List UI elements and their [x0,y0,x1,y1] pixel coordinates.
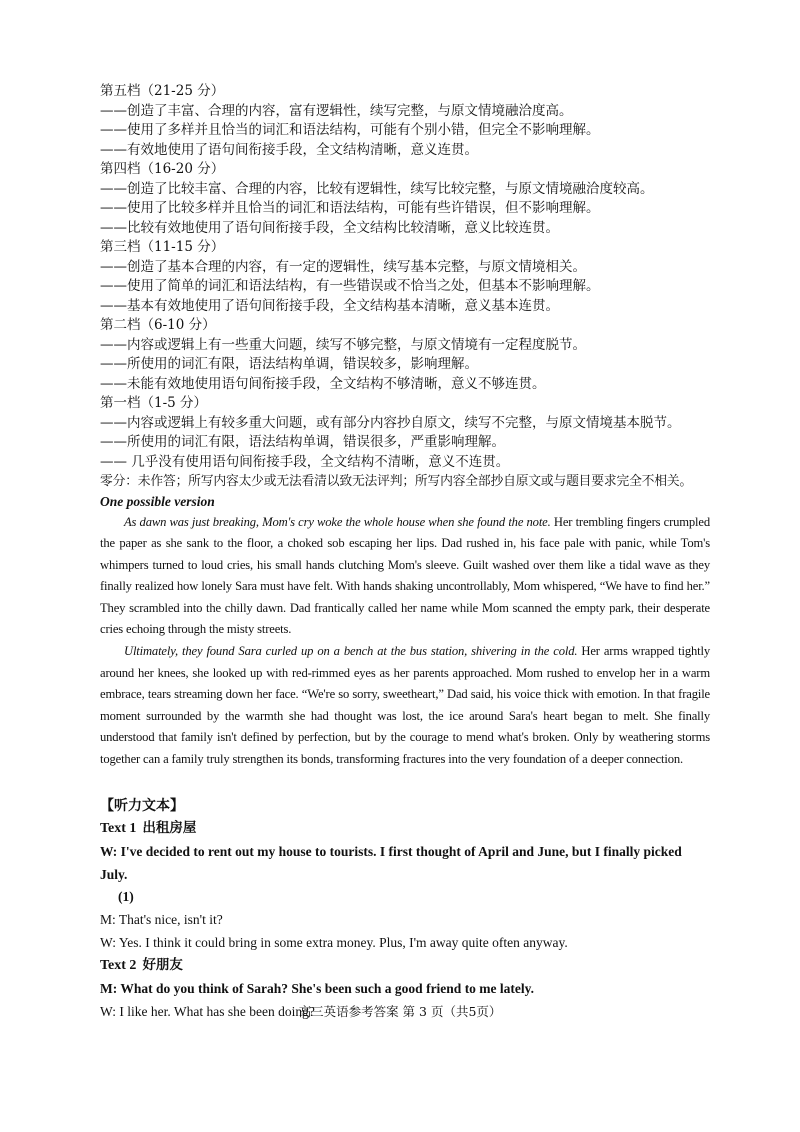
answer-page [100,82,710,1023]
text1-title [100,817,710,840]
text-topic: 好朋友 [142,956,183,973]
sample-paragraph-2 [100,641,710,771]
criterion: ——所使用的词汇有限，语法结构单调，错误较多，影响理解。 [100,356,478,372]
criterion: ——使用了多样并且恰当的词汇和语法结构，可能有个别小错，但完全不影响理解。 [100,122,600,138]
criterion: —— 几乎没有使用语句间衔接手段，全文结构不清晰，意义不连贯。 [100,453,510,470]
criterion: ——创造了基本合理的内容，有一定的逻辑性，续写基本完整，与原文情境相关。 [100,258,586,275]
criterion: ——内容或逻辑上有较多重大问题，或有部分内容抄自原文，续写不完整，与原文情境基本脱节。 [100,414,681,431]
grade-title: 第四档（16-20 分） [100,161,225,177]
dialogue-line: W: I like her. What has she been doing? [100,1003,315,1019]
grade-1 [100,394,710,472]
grade-title: 第一档（1-5 分） [100,395,208,411]
text-topic: 出租房屋 [142,819,197,836]
listening-title: 【听力文本】 [100,797,184,814]
dialogue-line: M: What do you think of Sarah? She's been such a good friend to me lately. [100,980,535,996]
criterion: ——使用了简单的词汇和语法结构，有一些错误或不恰当之处，但基本不影响理解。 [100,278,600,294]
page-footer: 高三英语参考答案 第 3 页（共5页） [298,1004,502,1019]
text2-title [100,954,710,977]
criterion: ——创造了比较丰富、合理的内容，比较有逻辑性，续写比较完整，与原文情境融洽度较高。 [100,180,654,197]
dialogue-line: M: That's nice, isn't it? [100,911,223,927]
text-label: Text 1 [100,820,137,836]
grade-title: 第五档（21-25 分） [100,83,225,99]
grade-title: 第二档（6-10 分） [100,317,216,333]
text-label: Text 2 [100,957,137,973]
criterion: ——未能有效地使用语句间衔接手段，全文结构不够清晰，意义不够连贯。 [100,375,546,392]
criterion: ——内容或逻辑上有一些重大问题，续写不够完整，与原文情境有一定程度脱节。 [100,336,586,353]
criterion: ——使用了比较多样并且恰当的词汇和语法结构，可能有些许错误，但不影响理解。 [100,200,600,216]
grade-2 [100,316,710,394]
criterion: ——创造了丰富、合理的内容，富有逻辑性，续写完整，与原文情境融洽度高。 [100,102,573,119]
criterion: ——基本有效地使用了语句间衔接手段，全文结构基本清晰，意义基本连贯。 [100,297,559,314]
grade-4 [100,160,710,238]
question-marker: (1) [118,888,134,904]
sample-heading: One possible version [100,493,215,509]
paragraph-body: Her arms wrapped tightly around her knees, she looked up with red-rimmed eyes as her parents approached. Mom rushed to envelop her in a warm embrace, tears streaming down her face. “We're so sorry, sweetheart,” Dad said, his voice thick with emotion. In that fragile moment surrounded by the warmth she had thought was lost, the ice around Sara's heart began to melt. She finally understood that family isn't defined by perfection, but by the courage to mend what's broken. Only by weathering storms together can a family truly strengthen its bonds, transforming fractures into the very foundation of a deeper connection. [100,644,710,767]
dialogue-line: W: I've decided to rent out my house to tourists. I first thought of April and June, but I finally picked July. [100,843,682,882]
grade-5 [100,82,710,160]
sample-paragraph-1 [100,512,710,642]
grade-3 [100,238,710,316]
paragraph-body: Her trembling fingers crumpled the paper as she sank to the floor, a choked sob escaping her lips. Dad rushed in, his face pale with panic, while Tom's whimpers turned to loud cries, his small hands clutching Mom's sleeve. Guilt washed over them like a tidal wave as they finally realized how lonely Sara must have felt. With hands shaking uncontrollably, Mom whispered, “We have to find her.” They scrambled into the chilly dawn. Dad frantically called her name while Mom scanned the empty park, their desperate cries echoing through the misty streets. [100,514,710,637]
criterion: ——有效地使用了语句间衔接手段，全文结构清晰，意义连贯。 [100,141,478,158]
paragraph-lead: As dawn was just breaking, Mom's cry woke the whole house when she found the note. [124,514,551,529]
grade-title: 第三档（11-15 分） [100,239,225,255]
zero-score-rule: 零分：未作答；所写内容太少或无法看清以致无法评判；所写内容全部抄自原文或与题目要求完全不相关。 [100,474,693,489]
criterion: ——所使用的词汇有限，语法结构单调，错误很多，严重影响理解。 [100,434,505,450]
dialogue-line: W: Yes. I think it could bring in some extra money. Plus, I'm away quite often anyway. [100,934,568,950]
paragraph-lead: Ultimately, they found Sara curled up on a bench at the bus station, shivering in the cold. [124,644,578,659]
criterion: ——比较有效地使用了语句间衔接手段，全文结构比较清晰，意义比较连贯。 [100,219,559,236]
